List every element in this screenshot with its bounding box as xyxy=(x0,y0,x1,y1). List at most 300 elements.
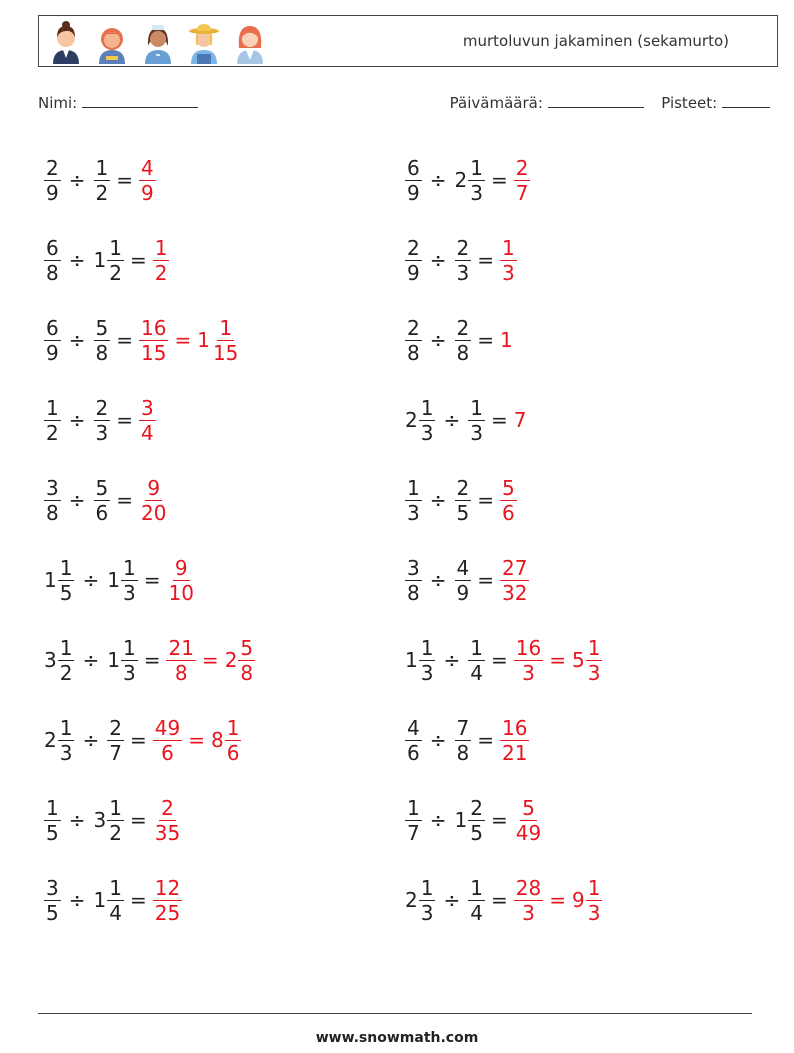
problem-row xyxy=(44,220,255,300)
divisor-numerator: 1 xyxy=(470,635,483,660)
dividend-numerator: 3 xyxy=(46,875,59,900)
divisor-numerator: 5 xyxy=(95,475,109,500)
dividend-numerator: 6 xyxy=(46,315,59,340)
dividend-fraction xyxy=(44,156,61,205)
divisor-whole-part: 3 xyxy=(93,808,107,832)
divisor-denominator: 9 xyxy=(456,580,470,605)
dividend-fraction xyxy=(405,476,422,525)
answer-mixed-denominator: 15 xyxy=(212,340,239,365)
divisor-fraction xyxy=(468,796,485,845)
answer-denominator: 20 xyxy=(141,500,167,525)
answer-fraction xyxy=(500,476,517,525)
answer-number xyxy=(500,476,517,525)
answer-whole: 1 xyxy=(500,328,513,352)
answer-denominator: 21 xyxy=(502,740,528,765)
dividend-numerator: 2 xyxy=(407,315,420,340)
worksheet-header xyxy=(38,15,778,67)
worksheet-title: murtoluvun jakaminen (sekamurto) xyxy=(462,32,729,50)
divisor-numerator: 2 xyxy=(470,795,483,820)
dividend-fraction xyxy=(44,796,61,845)
divisor-denominator: 5 xyxy=(456,500,470,525)
divisor-denominator: 2 xyxy=(95,180,109,205)
divisor-fraction xyxy=(107,716,124,765)
divisor-numerator: 2 xyxy=(456,475,470,500)
divisor-number xyxy=(94,396,111,445)
divisor-denominator: 8 xyxy=(456,340,470,365)
problems-column-right xyxy=(405,140,602,940)
division-sign: ÷ xyxy=(68,488,86,512)
divisor-fraction xyxy=(455,716,472,765)
division-sign: ÷ xyxy=(429,328,447,352)
divisor-fraction xyxy=(455,476,472,525)
dividend-numerator: 6 xyxy=(407,155,420,180)
dividend-denominator: 5 xyxy=(46,820,59,845)
problem-row xyxy=(405,780,602,860)
divisor-number xyxy=(107,716,124,765)
nurse-icon xyxy=(139,20,177,64)
divisor-denominator: 8 xyxy=(95,340,109,365)
answer-whole: 7 xyxy=(513,408,527,432)
answer-numerator: 49 xyxy=(154,715,181,740)
dividend-numerator: 1 xyxy=(59,555,73,580)
divisor-numerator: 2 xyxy=(456,235,470,260)
divisor-numerator: 4 xyxy=(456,555,470,580)
answer-denominator: 35 xyxy=(154,820,181,845)
problem-row xyxy=(44,620,255,700)
dividend-numerator: 1 xyxy=(420,875,434,900)
answer-fraction xyxy=(514,796,543,845)
worker-icon xyxy=(93,20,131,64)
answer-number xyxy=(514,636,543,685)
equals-sign-mixed: = xyxy=(201,648,219,672)
answer-denominator: 7 xyxy=(515,180,529,205)
divisor-denominator: 5 xyxy=(470,820,483,845)
dividend-number xyxy=(405,156,422,205)
answer-fraction xyxy=(166,556,195,605)
dividend-whole-part: 1 xyxy=(44,568,57,592)
problem-row xyxy=(44,540,255,620)
dividend-number xyxy=(44,156,61,205)
dividend-fraction xyxy=(405,316,422,365)
dividend-numerator: 1 xyxy=(420,635,434,660)
dividend-fraction xyxy=(405,156,422,205)
dividend-whole-part: 2 xyxy=(405,888,418,912)
division-sign: ÷ xyxy=(68,408,86,432)
divisor-numerator: 1 xyxy=(109,875,122,900)
footer-url[interactable]: www.snowmath.com xyxy=(315,1030,479,1046)
problem-row xyxy=(44,860,255,940)
dividend-denominator: 3 xyxy=(407,500,420,525)
answer-mixed-numerator: 1 xyxy=(226,715,240,740)
dividend-fraction xyxy=(58,556,75,605)
equals-sign: = xyxy=(477,568,494,592)
equals-sign: = xyxy=(477,328,494,352)
dividend-number xyxy=(44,396,61,445)
dividend-fraction xyxy=(58,636,75,685)
answer-numerator: 9 xyxy=(147,475,161,500)
divisor-numerator: 5 xyxy=(95,315,109,340)
divisor-number xyxy=(94,156,111,205)
divisor-numerator: 1 xyxy=(470,875,483,900)
divisor-number xyxy=(455,236,472,285)
problem-row xyxy=(405,140,602,220)
dividend-whole-part: 2 xyxy=(405,408,418,432)
equals-sign: = xyxy=(116,328,133,352)
answer-number xyxy=(514,156,531,205)
answer-denominator: 32 xyxy=(502,580,528,605)
divisor-number xyxy=(455,156,485,205)
answer-mixed-fraction xyxy=(586,636,603,685)
divisor-number xyxy=(94,476,111,525)
dividend-denominator: 3 xyxy=(59,740,73,765)
divisor-denominator: 3 xyxy=(122,580,136,605)
divisor-denominator: 7 xyxy=(109,740,122,765)
dividend-number xyxy=(44,236,61,285)
answer-numerator: 28 xyxy=(515,875,542,900)
answer-fraction xyxy=(514,876,543,925)
answer-numerator: 16 xyxy=(502,715,528,740)
answer-mixed-numerator: 5 xyxy=(240,635,254,660)
answer-numerator: 4 xyxy=(141,155,154,180)
answer-numerator: 16 xyxy=(141,315,167,340)
dividend-denominator: 5 xyxy=(46,900,59,925)
divisor-number xyxy=(107,636,137,685)
answer-denominator: 10 xyxy=(168,580,194,605)
answer-denominator: 3 xyxy=(502,260,515,285)
divisor-fraction xyxy=(121,636,138,685)
dividend-number xyxy=(44,316,61,365)
problem-row xyxy=(44,380,255,460)
equals-sign: = xyxy=(490,648,508,672)
divisor-number xyxy=(455,716,472,765)
answer-number xyxy=(514,876,543,925)
answer-denominator: 6 xyxy=(502,500,515,525)
answer-mixed-whole-part: 8 xyxy=(210,728,224,752)
dividend-numerator: 2 xyxy=(46,155,59,180)
answer-denominator: 25 xyxy=(154,900,181,925)
answer-mixed-number xyxy=(572,876,602,925)
answer-number xyxy=(166,636,195,685)
division-sign: ÷ xyxy=(68,808,86,832)
dividend-number xyxy=(44,716,74,765)
answer-fraction xyxy=(153,236,170,285)
problem-row xyxy=(405,620,602,700)
answer-mixed-fraction xyxy=(238,636,255,685)
answer-mixed-fraction xyxy=(225,716,242,765)
problem-row xyxy=(44,300,255,380)
division-sign: ÷ xyxy=(429,168,447,192)
dividend-denominator: 5 xyxy=(59,580,73,605)
answer-mixed-whole-part: 1 xyxy=(197,328,210,352)
division-sign: ÷ xyxy=(443,648,461,672)
answer-mixed-fraction xyxy=(211,316,240,365)
answer-number xyxy=(514,796,543,845)
dividend-fraction xyxy=(419,636,436,685)
divisor-fraction xyxy=(107,236,124,285)
answer-numerator: 2 xyxy=(515,155,529,180)
divisor-fraction xyxy=(94,316,111,365)
divisor-whole-part: 1 xyxy=(93,888,107,912)
equals-sign: = xyxy=(116,168,133,192)
equals-sign: = xyxy=(477,248,494,272)
answer-mixed-number xyxy=(211,716,241,765)
equals-sign: = xyxy=(129,808,147,832)
division-sign: ÷ xyxy=(443,888,461,912)
dividend-fraction xyxy=(419,876,436,925)
equals-sign: = xyxy=(490,168,508,192)
divisor-number xyxy=(455,556,472,605)
dividend-denominator: 9 xyxy=(407,180,420,205)
answer-fraction xyxy=(166,636,195,685)
divisor-fraction xyxy=(94,156,111,205)
equals-sign: = xyxy=(490,888,508,912)
answer-fraction xyxy=(514,156,531,205)
equals-sign: = xyxy=(477,488,494,512)
divisor-fraction xyxy=(468,156,485,205)
answer-number xyxy=(514,408,528,432)
answer-number xyxy=(153,716,182,765)
dividend-fraction xyxy=(44,316,61,365)
name-field[interactable] xyxy=(38,93,198,112)
divisor-numerator: 7 xyxy=(456,715,470,740)
division-sign: ÷ xyxy=(68,328,86,352)
equals-sign: = xyxy=(116,408,133,432)
problem-row xyxy=(44,140,255,220)
divisor-fraction xyxy=(455,316,472,365)
score-blank[interactable] xyxy=(722,93,770,108)
date-blank[interactable] xyxy=(548,93,644,108)
problem-row xyxy=(405,220,602,300)
divisor-numerator: 1 xyxy=(470,155,483,180)
dividend-whole-part: 2 xyxy=(44,728,57,752)
avatar-row xyxy=(47,20,269,64)
equals-sign: = xyxy=(477,728,494,752)
divisor-denominator: 8 xyxy=(456,740,470,765)
problems-column-left xyxy=(44,140,255,940)
divisor-fraction xyxy=(107,876,124,925)
dividend-numerator: 1 xyxy=(46,395,59,420)
answer-number xyxy=(139,156,156,205)
answer-number xyxy=(153,876,182,925)
dividend-numerator: 6 xyxy=(46,235,59,260)
divisor-whole-part: 2 xyxy=(454,168,468,192)
dividend-denominator: 8 xyxy=(407,580,420,605)
dividend-numerator: 1 xyxy=(59,635,73,660)
equals-sign-mixed: = xyxy=(549,648,566,672)
answer-fraction xyxy=(500,236,517,285)
equals-sign: = xyxy=(129,248,147,272)
name-label: Nimi: xyxy=(38,94,78,112)
divisor-denominator: 4 xyxy=(470,660,483,685)
division-sign: ÷ xyxy=(68,168,86,192)
equals-sign-mixed: = xyxy=(549,888,566,912)
divisor-number xyxy=(468,396,485,445)
dividend-denominator: 8 xyxy=(46,500,59,525)
divisor-number xyxy=(455,316,472,365)
answer-mixed-number xyxy=(572,636,602,685)
answer-mixed-fraction xyxy=(586,876,603,925)
score-label: Pisteet: xyxy=(661,94,718,112)
dividend-fraction xyxy=(58,716,75,765)
dividend-number xyxy=(405,236,422,285)
divisor-fraction xyxy=(107,796,124,845)
dividend-denominator: 9 xyxy=(46,180,59,205)
divisor-number xyxy=(455,796,485,845)
answer-denominator: 4 xyxy=(141,420,154,445)
answer-mixed-numerator: 1 xyxy=(219,315,233,340)
answer-mixed-denominator: 8 xyxy=(240,660,254,685)
answer-number xyxy=(139,316,168,365)
answer-denominator: 9 xyxy=(141,180,154,205)
answer-numerator: 1 xyxy=(502,235,515,260)
divisor-number xyxy=(455,476,472,525)
divisor-numerator: 1 xyxy=(95,155,109,180)
answer-fraction xyxy=(500,716,529,765)
equals-sign-mixed: = xyxy=(174,328,192,352)
answer-mixed-numerator: 1 xyxy=(587,635,601,660)
answer-fraction xyxy=(153,796,182,845)
answer-mixed-number xyxy=(225,636,255,685)
divisor-numerator: 1 xyxy=(109,795,122,820)
answer-fraction xyxy=(139,316,168,365)
division-sign: ÷ xyxy=(82,648,100,672)
answer-mixed-denominator: 3 xyxy=(587,900,601,925)
dividend-numerator: 1 xyxy=(59,715,73,740)
dividend-denominator: 3 xyxy=(420,420,434,445)
answer-number xyxy=(500,556,529,605)
dividend-fraction xyxy=(419,396,436,445)
division-sign: ÷ xyxy=(68,248,86,272)
divisor-fraction xyxy=(121,556,138,605)
equals-sign: = xyxy=(490,808,508,832)
equals-sign: = xyxy=(490,408,508,432)
problem-row xyxy=(405,460,602,540)
answer-mixed-denominator: 3 xyxy=(587,660,601,685)
divisor-denominator: 3 xyxy=(470,420,483,445)
problem-row xyxy=(44,460,255,540)
divisor-numerator: 2 xyxy=(109,715,122,740)
dividend-number xyxy=(405,556,422,605)
dividend-denominator: 6 xyxy=(407,740,420,765)
answer-numerator: 1 xyxy=(154,235,168,260)
answer-denominator: 2 xyxy=(154,260,168,285)
divisor-fraction xyxy=(468,636,485,685)
divisor-numerator: 1 xyxy=(122,635,136,660)
division-sign: ÷ xyxy=(429,728,447,752)
dividend-numerator: 1 xyxy=(46,795,59,820)
answer-number xyxy=(139,476,168,525)
dividend-fraction xyxy=(44,396,61,445)
divisor-number xyxy=(94,236,124,285)
answer-mixed-whole-part: 9 xyxy=(571,888,585,912)
divisor-number xyxy=(468,636,485,685)
student-info-row xyxy=(38,93,770,117)
answer-mixed-numerator: 1 xyxy=(587,875,601,900)
answer-number xyxy=(166,556,195,605)
equals-sign: = xyxy=(129,728,147,752)
dividend-denominator: 8 xyxy=(407,340,420,365)
dividend-fraction xyxy=(405,716,422,765)
dividend-denominator: 3 xyxy=(420,660,434,685)
dividend-number xyxy=(405,316,422,365)
division-sign: ÷ xyxy=(429,568,447,592)
answer-number xyxy=(500,328,514,352)
answer-fraction xyxy=(153,716,182,765)
division-sign: ÷ xyxy=(68,888,86,912)
dividend-numerator: 3 xyxy=(407,555,420,580)
divisor-numerator: 1 xyxy=(470,395,483,420)
woman-icon xyxy=(231,20,269,64)
answer-fraction xyxy=(139,476,168,525)
divisor-numerator: 1 xyxy=(122,555,136,580)
divisor-denominator: 4 xyxy=(470,900,483,925)
name-blank[interactable] xyxy=(82,93,198,108)
divisor-whole-part: 1 xyxy=(107,648,120,672)
answer-numerator: 21 xyxy=(168,635,194,660)
dividend-fraction xyxy=(405,796,422,845)
dividend-number xyxy=(44,556,74,605)
problem-row xyxy=(44,780,255,860)
farmer-icon xyxy=(185,20,223,64)
division-sign: ÷ xyxy=(443,408,461,432)
problem-row xyxy=(44,700,255,780)
date-score-fields xyxy=(450,93,770,112)
answer-numerator: 12 xyxy=(154,875,181,900)
divisor-fraction xyxy=(468,876,485,925)
answer-number xyxy=(500,236,517,285)
answer-denominator: 15 xyxy=(141,340,167,365)
answer-number xyxy=(500,716,529,765)
divisor-denominator: 3 xyxy=(470,180,483,205)
divisor-denominator: 3 xyxy=(456,260,470,285)
answer-fraction xyxy=(139,156,156,205)
divisor-number xyxy=(94,316,111,365)
dividend-fraction xyxy=(44,476,61,525)
problem-row xyxy=(405,860,602,940)
divisor-numerator: 2 xyxy=(95,395,109,420)
dividend-fraction xyxy=(44,876,61,925)
dividend-fraction xyxy=(405,236,422,285)
answer-denominator: 3 xyxy=(522,660,535,685)
divisor-number xyxy=(468,876,485,925)
divisor-whole-part: 1 xyxy=(107,568,120,592)
dividend-number xyxy=(405,636,435,685)
divisor-denominator: 4 xyxy=(109,900,122,925)
dividend-number xyxy=(405,716,422,765)
answer-number xyxy=(139,396,156,445)
divisor-fraction xyxy=(94,396,111,445)
divisor-number xyxy=(94,796,124,845)
dividend-number xyxy=(405,796,422,845)
dividend-numerator: 1 xyxy=(407,795,420,820)
problem-row xyxy=(405,380,602,460)
footer-divider xyxy=(38,1013,752,1014)
divisor-denominator: 3 xyxy=(122,660,136,685)
divisor-fraction xyxy=(468,396,485,445)
divisor-fraction xyxy=(94,476,111,525)
dividend-number xyxy=(44,796,61,845)
division-sign: ÷ xyxy=(429,808,447,832)
dividend-fraction xyxy=(405,556,422,605)
dividend-number xyxy=(44,636,74,685)
answer-mixed-denominator: 6 xyxy=(226,740,240,765)
answer-numerator: 9 xyxy=(174,555,188,580)
dividend-numerator: 1 xyxy=(420,395,434,420)
answer-denominator: 3 xyxy=(522,900,535,925)
businesswoman-icon xyxy=(47,20,85,64)
dividend-number xyxy=(44,476,61,525)
answer-fraction xyxy=(153,876,182,925)
